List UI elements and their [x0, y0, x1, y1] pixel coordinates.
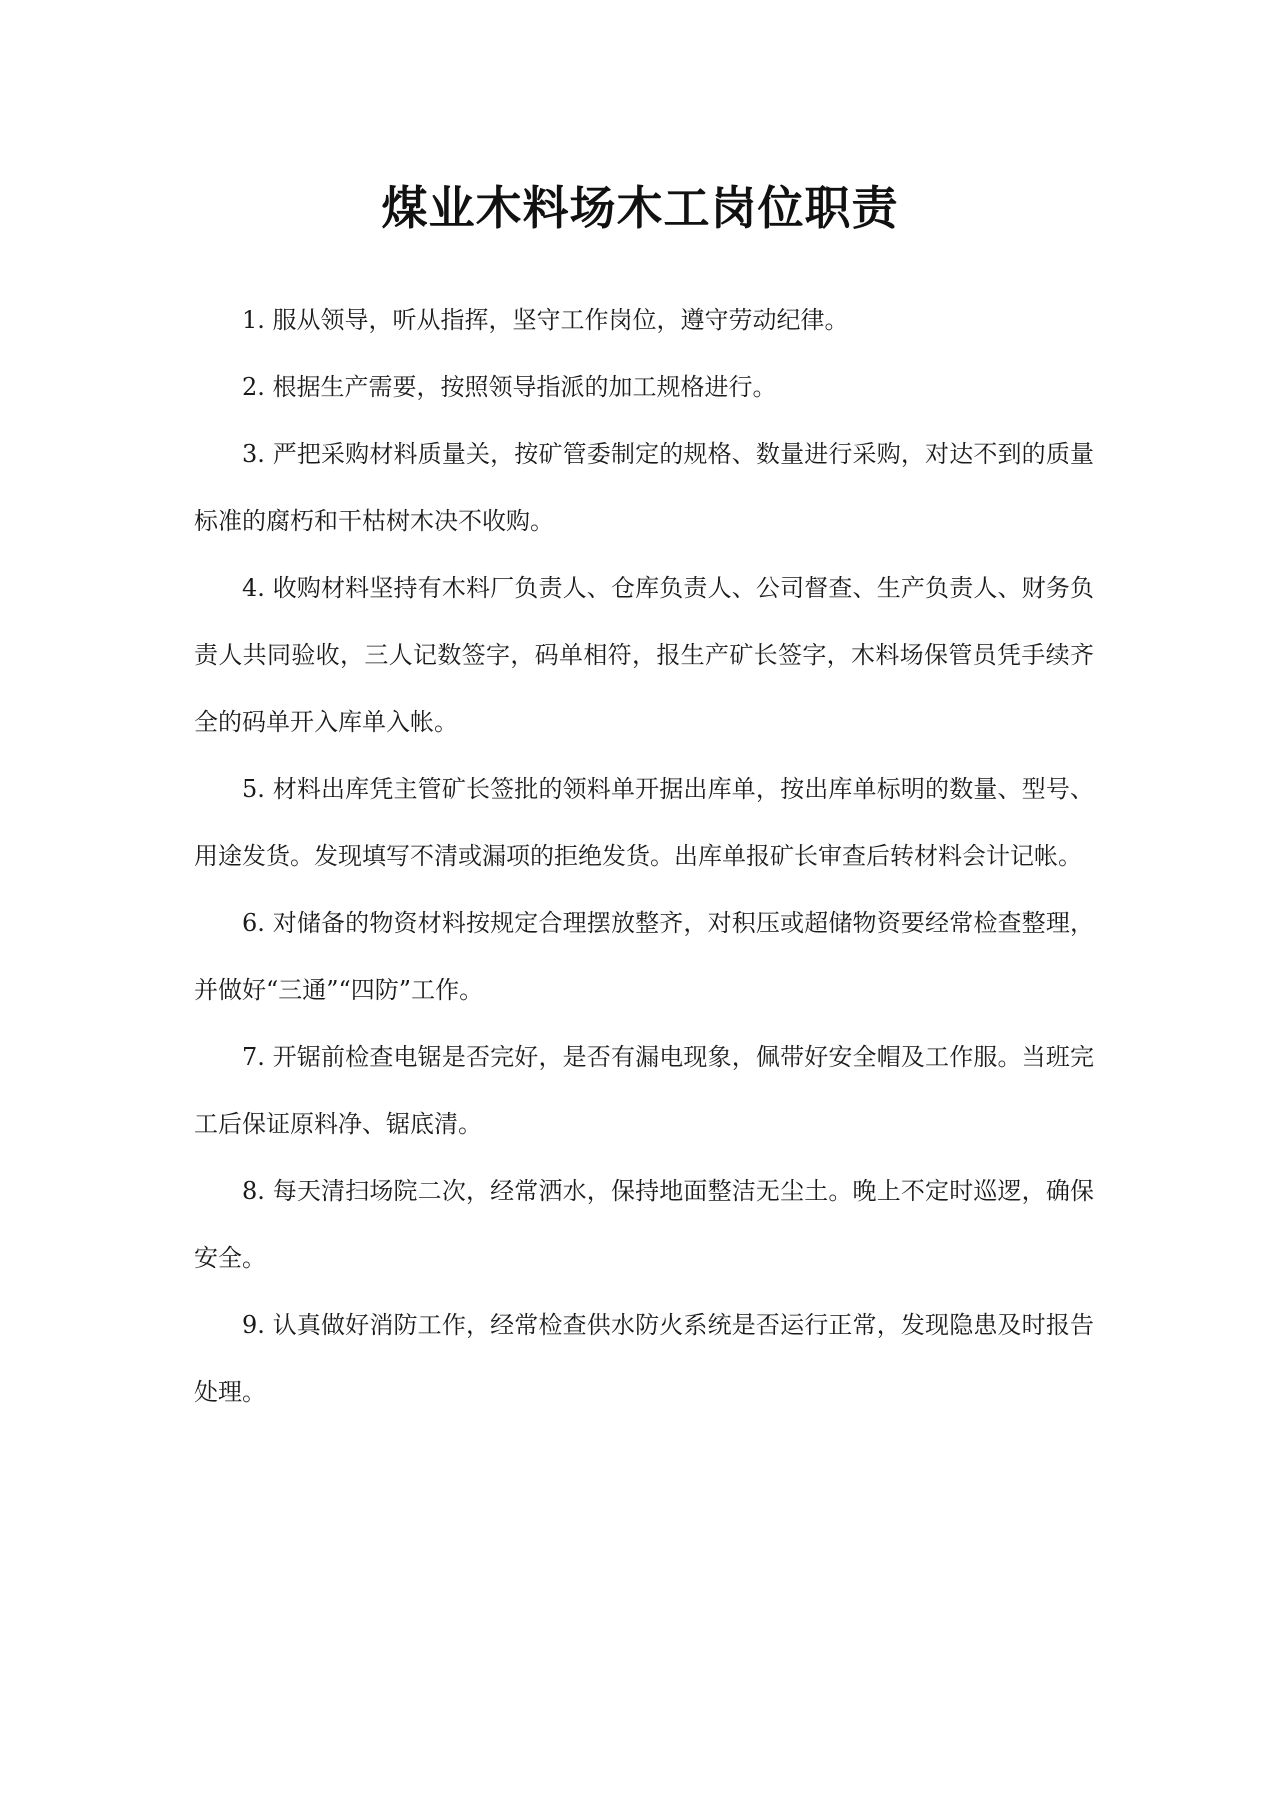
document-title: 煤业木料场木工岗位职责: [381, 181, 899, 235]
clause-8: 8. 每天清扫场院二次，经常洒水，保持地面整洁无尘土。晚上不定时巡逻，确保安全。: [194, 1177, 1094, 1272]
clause-9: 9. 认真做好消防工作，经常检查供水防火系统是否运行正常，发现隐患及时报告处理。: [194, 1311, 1094, 1406]
clause-4: 4. 收购材料坚持有木料厂负责人、仓库负责人、公司督查、生产负责人、财务负责人共同验收，三人记数签字，码单相符，报生产矿长签字，木料场保管员凭手续齐全的码单开入库单入帐。: [194, 574, 1094, 736]
clause-7: 7. 开锯前检查电锯是否完好，是否有漏电现象，佩带好安全帽及工作服。当班完工后保证原料净、锯底清。: [194, 1043, 1094, 1138]
clause-2: 2. 根据生产需要，按照领导指派的加工规格进行。: [242, 373, 777, 401]
clause-5: 5. 材料出库凭主管矿长签批的领料单开据出库单，按出库单标明的数量、型号、用途发货。发现填写不清或漏项的拒绝发货。出库单报矿长审查后转材料会计记帐。: [194, 775, 1094, 870]
document-body: [194, 287, 1094, 1426]
clause-3: 3. 严把采购材料质量关，按矿管委制定的规格、数量进行采购，对达不到的质量标准的腐朽和干枯树木决不收购。: [194, 440, 1094, 535]
clause-6: 6. 对储备的物资材料按规定合理摆放整齐，对积压或超储物资要经常检查整理，并做好“三通”“四防”工作。: [194, 909, 1094, 1004]
clause-1: 1. 服从领导，听从指挥，坚守工作岗位，遵守劳动纪律。: [242, 306, 849, 334]
